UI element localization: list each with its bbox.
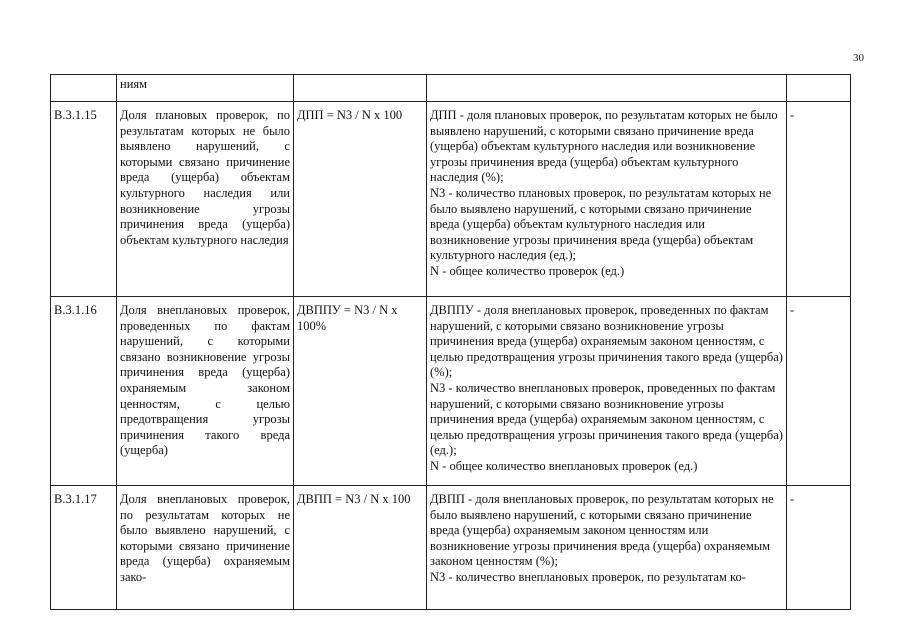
- indicator-formula: ДВППУ = N3 / N x 100%: [294, 297, 427, 486]
- description-line: ДПП - доля плановых проверок, по результатам которых не было выявлено нарушений, с которыми связано причинение вреда (ущерба) объектам культурного наследия или возникновение угрозы причинения вреда (ущерба) объектам культурного наследия (%);: [430, 108, 778, 185]
- description-line: N - общее количество проверок (ед.): [430, 263, 625, 278]
- table-row: [51, 102, 851, 297]
- indicator-name: ниям: [117, 75, 294, 102]
- indicator-description: [427, 486, 787, 610]
- indicator-name: Доля внеплановых проверок, по результатам которых не было выявлено нарушений, с которыми связано причинение вреда (ущерба) охраняемым зако-: [117, 486, 294, 610]
- description-line: N - общее количество внеплановых проверок (ед.): [430, 458, 698, 473]
- table-row: [51, 297, 851, 486]
- indicator-extra: [787, 75, 851, 102]
- indicator-code: В.3.1.16: [51, 297, 117, 486]
- indicator-description: [427, 297, 787, 486]
- indicator-name: Доля плановых проверок, по результатам которых не было выявлено нарушений, с которыми связано причинение вреда (ущерба) объектам культурного наследия или возникновение угрозы причинения вреда (ущерба) объектам культурного наследия: [117, 102, 294, 297]
- indicator-extra: -: [787, 297, 851, 486]
- indicator-code: [51, 75, 117, 102]
- indicator-name: Доля внеплановых проверок, проведенных по фактам нарушений, с которыми связано возникновение угрозы причинения вреда (ущерба) охраняемым законом ценностям, с целью предотвращения угрозы причинения такого вреда (ущерба): [117, 297, 294, 486]
- indicator-code: В.3.1.15: [51, 102, 117, 297]
- indicator-formula: ДВПП = N3 / N x 100: [294, 486, 427, 610]
- description-line: N3 - количество плановых проверок, по результатам которых не было выявлено нарушений, с которыми связано причинение вреда (ущерба) объектам культурного наследия или возникновение угрозы причинения вреда (ущерба) объектам культурного наследия (ед.);: [430, 185, 772, 263]
- description-line: ДВППУ - доля внеплановых проверок, проведенных по фактам нарушений, с которыми связано возникновение угрозы причинения вреда (ущерба) охраняемым законом ценностям, с целью предотвращения угрозы причинения такого вреда (ущерба) (%);: [430, 303, 783, 380]
- indicator-formula: [294, 75, 427, 102]
- indicator-description: [427, 75, 787, 102]
- table-row: [51, 486, 851, 610]
- indicator-extra: -: [787, 102, 851, 297]
- page-number: 30: [853, 52, 864, 64]
- indicators-table: [50, 74, 851, 610]
- description-line: N3 - количество внеплановых проверок, по результатам ко-: [430, 569, 746, 584]
- description-line: N3 - количество внеплановых проверок, проведенных по фактам нарушений, с которыми связано возникновение угрозы причинения вреда (ущерба) охраняемым законом ценностям, с целью предотвращения угрозы причинения такого вреда (ущерба) (ед.);: [430, 380, 783, 458]
- indicator-code: В.3.1.17: [51, 486, 117, 610]
- description-line: ДВПП - доля внеплановых проверок, по результатам которых не было выявлено нарушений, с которыми связано причинение вреда (ущерба) охраняемым законом ценностям или возникновение угрозы причинения вреда (ущерба) охраняемым законом ценностям (%);: [430, 492, 774, 569]
- indicator-description: [427, 102, 787, 297]
- table-row: [51, 75, 851, 102]
- indicator-extra: -: [787, 486, 851, 610]
- indicator-formula: ДПП = N3 / N x 100: [294, 102, 427, 297]
